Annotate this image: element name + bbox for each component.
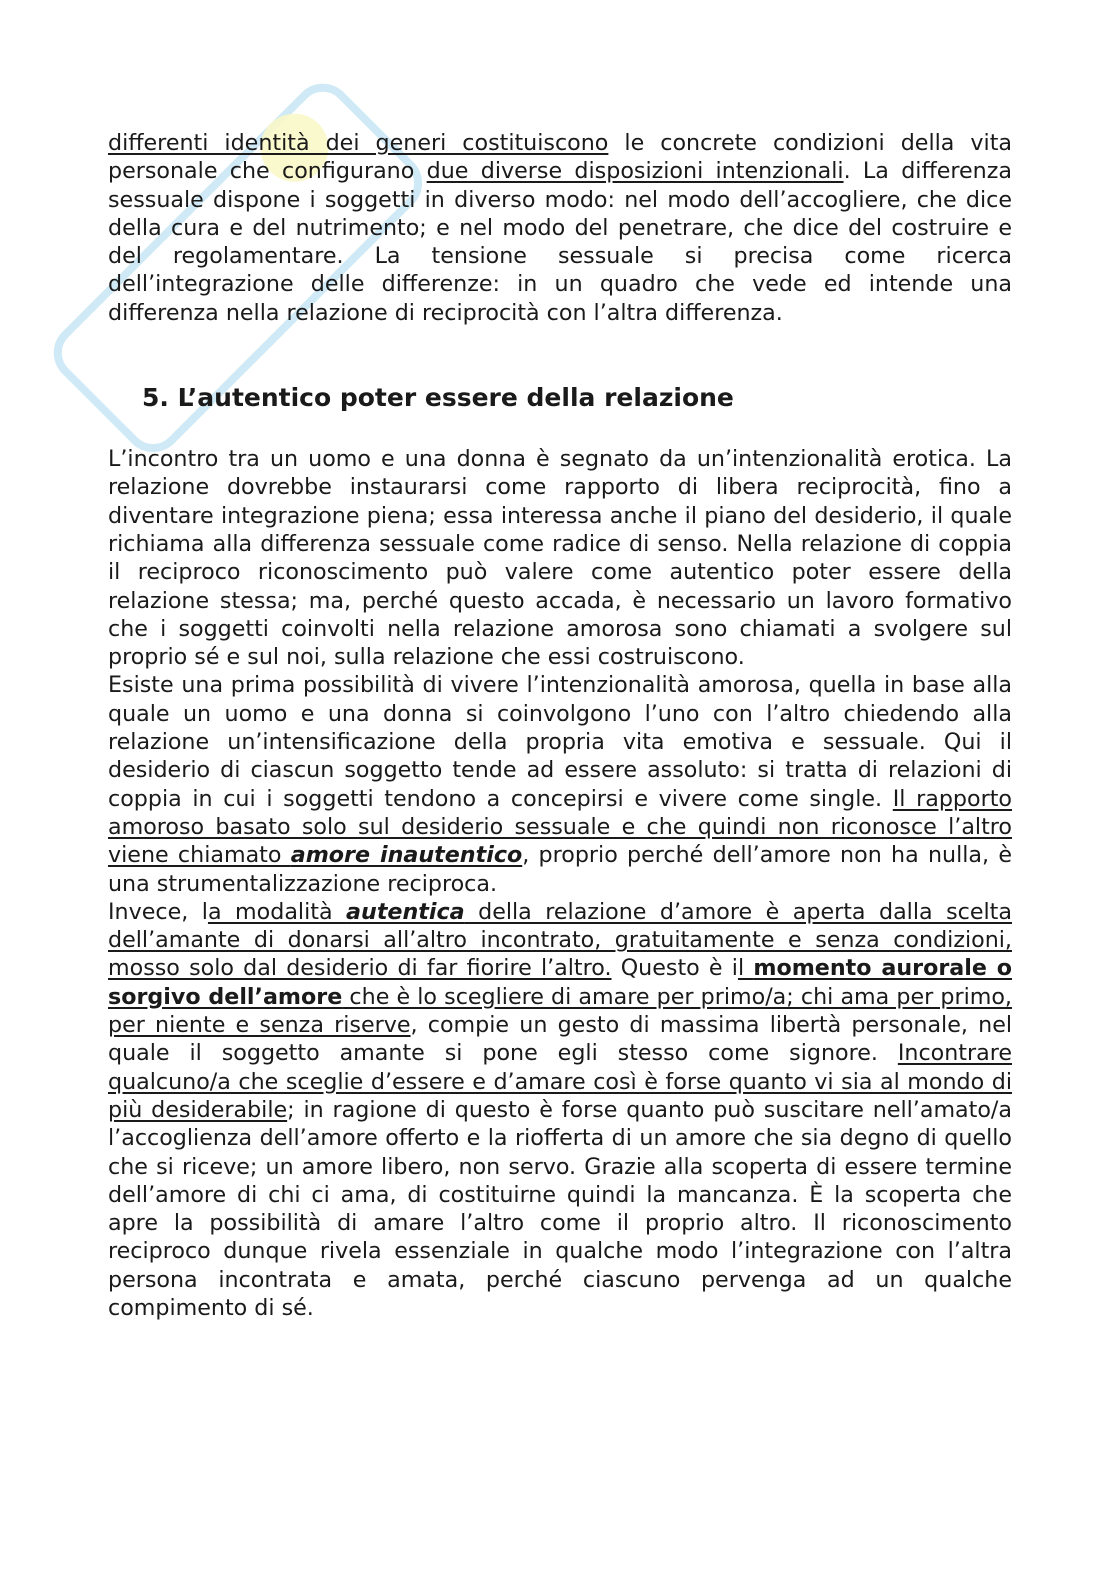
underlined-phrase: l (737, 955, 754, 982)
underlined-phrase: Incontrare qualcuno/a che sceglie d’essere e d’amare così è forse quanto vi sia al mondo di più desiderabile (108, 1040, 1012, 1123)
text-run: le concrete condizioni della vita personale che configurano (108, 130, 1012, 185)
paragraph-1 (108, 129, 1012, 327)
document-body (108, 129, 1012, 1322)
underlined-phrase: che è lo scegliere di amare per primo/a; chi ama per primo, per niente e senza riserve (108, 983, 1012, 1039)
section-heading: 5. L’autentico poter essere della relazione (142, 383, 734, 413)
text-run: Invece, l (108, 898, 208, 925)
text-run: Esiste una prima possibilità di vivere l’intenzionalità amorosa, quella in base alla quale un uomo e una donna si coinvolgono l’uno con l’altro chiedendo alla relazione un’intensificazione della propria vita emotiva e sessuale. Qui il desiderio di ciascun soggetto tende ad essere assoluto: si tratta di relazioni di coppia in cui i soggetti tendono a concepirsi e vivere come single. (108, 672, 1012, 812)
emphasis-phrase: autentica (346, 898, 465, 925)
text-run: , compie un gesto di massima libertà personale, nel quale il soggetto amante si pone egli stesso come signore. (108, 1012, 1013, 1067)
underlined-phrase: della relazione d’amore è aperta dalla scelta dell’amante di donarsi all’altro incontrato, gratuitamente e senza condizioni, mosso solo dal desiderio di far fiorire l’altro. (108, 898, 1012, 982)
text-run: ; in ragione di questo è forse quanto può suscitare nell’amato/a l’accoglienza dell’amore offerto e la riofferta di un amore che sia degno di quello che si riceve; un amore libero, non servo. Grazie alla scoperta di essere termine dell’amore di chi ci ama, di costituirne quindi la mancanza. È la scoperta che apre la possibilità di amare l’altro come il proprio altro. Il riconoscimento reciproco dunque rivela essenziale in qualche modo l’integrazione con l’altra persona incontrata e amata, perché ciascuno pervenga ad un qualche compimento di sé. (108, 1096, 1012, 1321)
underlined-phrase: due diverse disposizioni intenzionali (426, 158, 844, 185)
text-run: , proprio perché dell’amore non ha nulla, è una strumentalizzazione reciproca. (108, 842, 1012, 897)
text-run: . La differenza sessuale dispone i soggetti in diverso modo: nel modo dell’accogliere, che dice della cura e del nutrimento; e nel modo del penetrare, che dice del costruire e del regolamentare. La tensione sessuale si precisa come ricerca dell’integrazione delle differenze: in un quadro che vede ed intende una differenza nella relazione di reciprocità con l’altra differenza. (108, 158, 1012, 326)
text-run: Questo è i (611, 955, 738, 982)
underlined-phrase: differenti identità dei generi costituiscono (108, 130, 609, 156)
underlined-phrase: Il rapporto amoroso basato solo sul desiderio sessuale e che quindi non riconosce l’altro viene chiamato (108, 785, 1012, 869)
bold-phrase: momento aurorale o sorgivo dell’amore (108, 955, 1013, 1010)
emphasis-phrase: amore inautentico (290, 842, 523, 869)
underlined-phrase: a modalità (207, 898, 347, 925)
paragraph-2: L’incontro tra un uomo e una donna è segnato da un’intenzionalità erotica. La relazione dovrebbe instaurarsi come rapporto di libera reciprocità, fino a diventare integrazione piena; essa interessa anche il piano del desiderio, il quale richiama alla differenza sessuale come radice di senso. Nella relazione di coppia il reciproco riconoscimento può valere come autentico poter essere della relazione stessa; ma, perché questo accada, è necessario un lavoro formativo che i soggetti coinvolti nella relazione amorosa sono chiamati a svolgere sul proprio sé e sul noi, sulla relazione che essi costruiscono. (108, 446, 1012, 671)
paragraph-4 (108, 898, 1012, 1322)
paragraph-3 (108, 671, 1012, 897)
